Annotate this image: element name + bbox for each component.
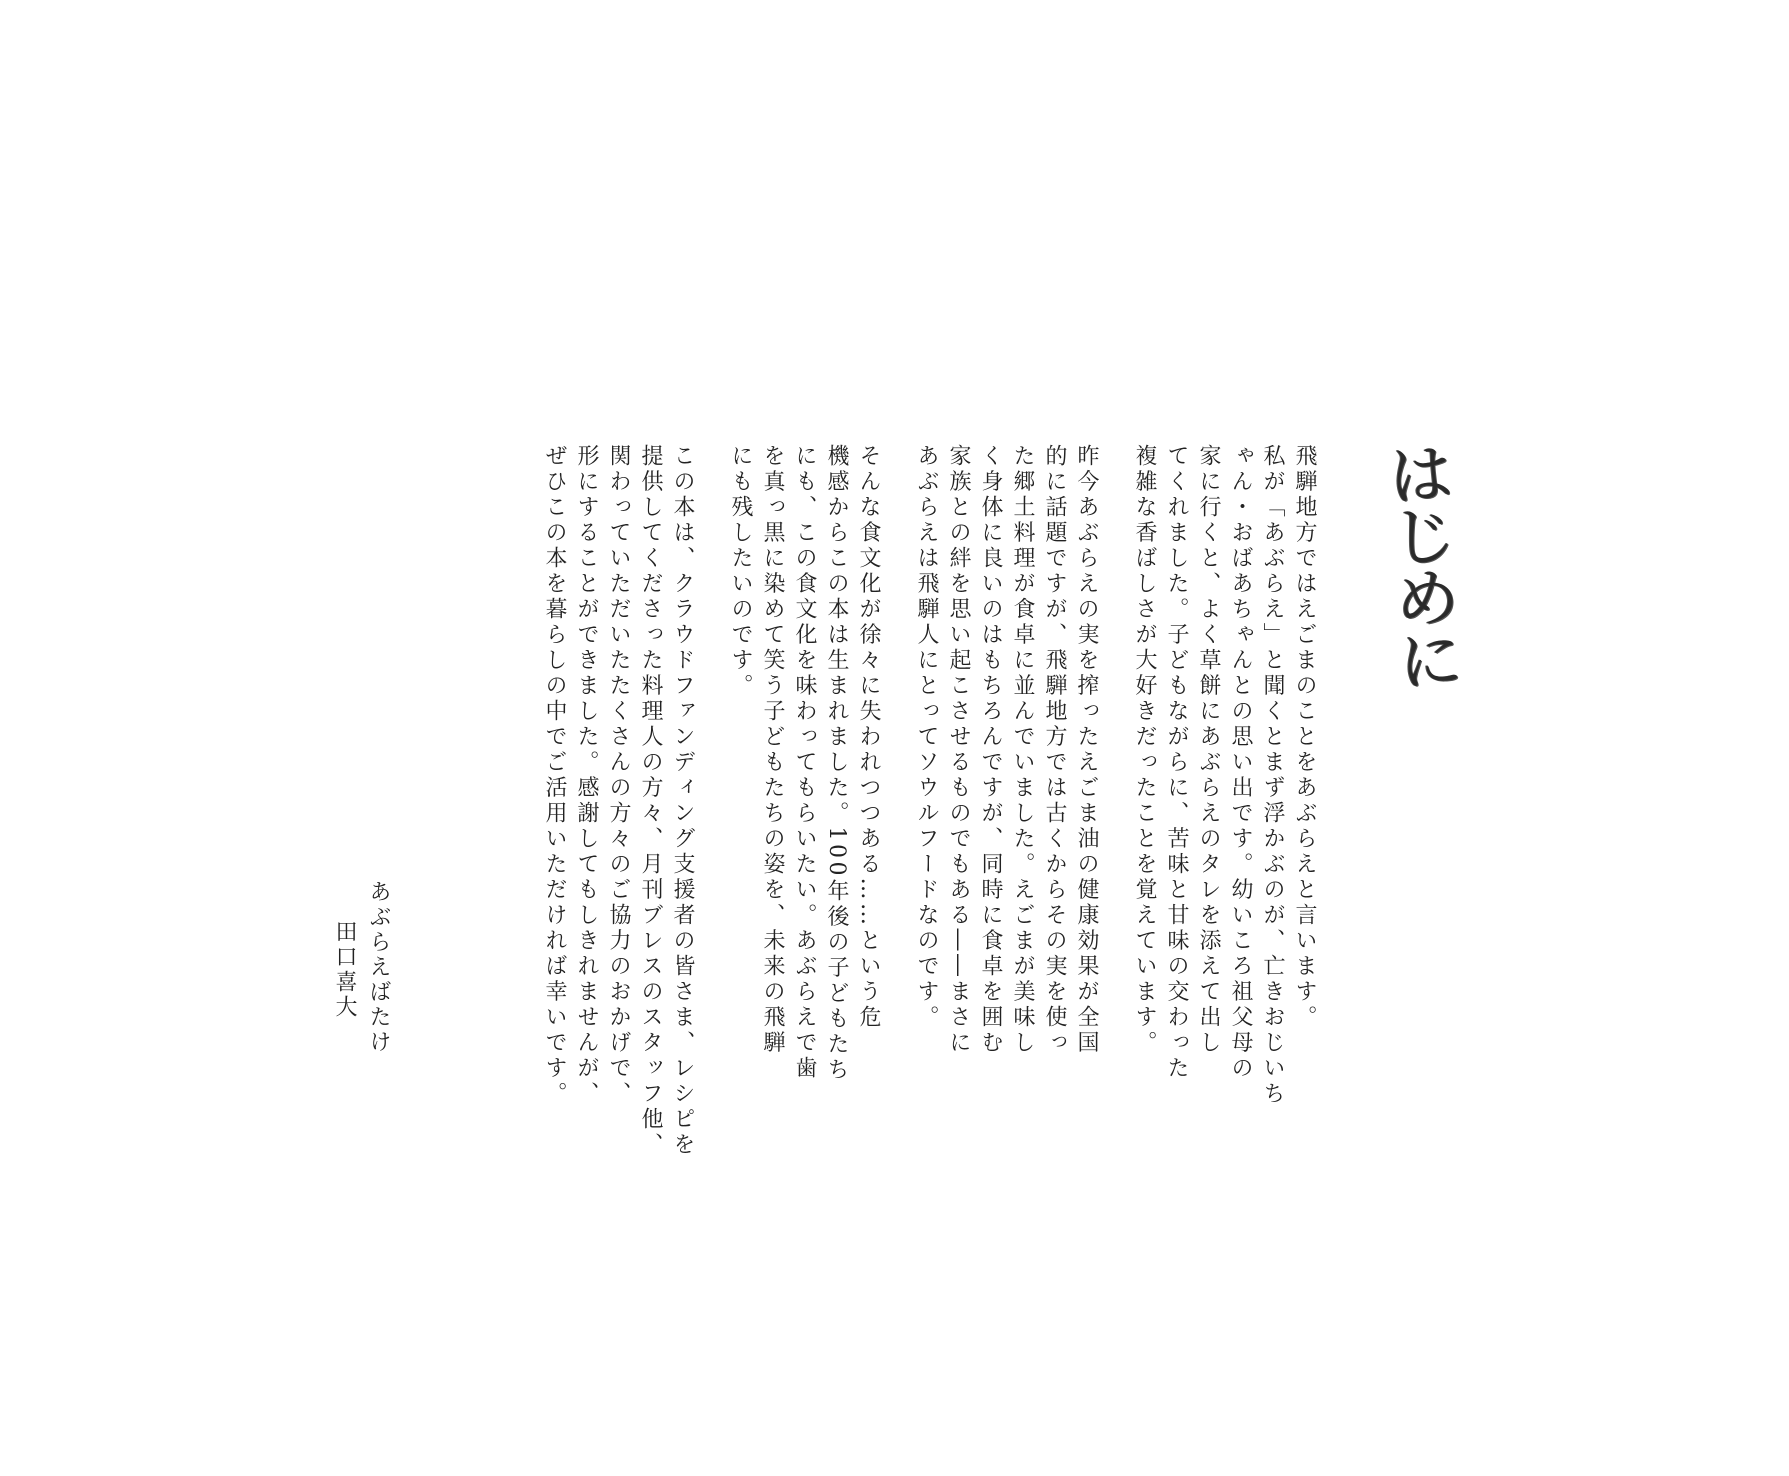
paragraph-line: にも、この食文化を味わってもらいたい。あぶらえで歯 [792, 444, 817, 1082]
paragraph-line: た郷土料理が食卓に並んでいました。えごまが美味し [1010, 444, 1035, 1056]
paragraph-line: 私が「あぶらえ」と聞くとまず浮かぶのが、亡きおじいち [1260, 444, 1285, 1107]
body-text [410, 444, 1320, 1158]
signature-affiliation: あぶらえばたけ [366, 880, 391, 1055]
paragraph-4 [538, 444, 698, 1158]
paragraph-line: 提供してくださった料理人の方々、月刊ブレスのスタッフ他、 [638, 444, 663, 1158]
paragraph-line: この本は、クラウドファンディング支援者の皆さま、レシピを [670, 444, 695, 1158]
paragraph-line: 飛騨地方ではえごまのことをあぶらえと言います。 [1292, 444, 1317, 1031]
paragraph-line: 形にすることができました。感謝してもしきれませんが、 [574, 444, 599, 1107]
paragraph-line: 家族との絆を思い起こさせるものでもある――まさに [946, 444, 971, 1056]
paragraph-line: そんな食文化が徐々に失われつつある……という危 [856, 444, 881, 1031]
paragraph-line: 関わっていただいたたくさんの方々のご協力のおかげで、 [606, 444, 631, 1107]
paragraph-line: 複雑な香ばしさが大好きだったことを覚えています。 [1132, 444, 1157, 1056]
paragraph-line: 昨今あぶらえの実を搾ったえごま油の健康効果が全国 [1074, 444, 1099, 1056]
page-title: はじめに [1374, 438, 1465, 690]
paragraph-line: ゃん・おばあちゃんとの思い出です。幼いころ祖父母の [1228, 444, 1253, 1082]
paragraph-line: ぜひこの本を暮らしの中でご活用いただければ幸いです。 [542, 444, 567, 1107]
paragraph-1 [1128, 444, 1320, 1124]
paragraph-3 [724, 444, 884, 1124]
paragraph-line: 家に行くと、よく草餅にあぶらえのタレを添えて出し [1196, 444, 1221, 1056]
paragraph-2 [910, 444, 1102, 1124]
paragraph-line: を真っ黒に染めて笑う子どもたちの姿を、未来の飛騨 [760, 444, 785, 1056]
paragraph-line: 的に話題ですが、飛騨地方では古くからその実を使っ [1042, 444, 1067, 1056]
paragraph-line: 機感からこの本は生まれました。100年後の子どもたち [824, 444, 849, 1083]
signature-name: 田口喜大 [332, 920, 357, 1020]
signature [325, 880, 395, 1070]
paragraph-line: てくれました。子どもながらに、苦味と甘味の交わった [1164, 444, 1189, 1082]
paragraph-line: にも残したいのです。 [728, 444, 753, 699]
paragraph-line: あぶらえは飛騨人にとってソウルフードなのです。 [914, 444, 939, 1031]
paragraph-line: く身体に良いのはもちろんですが、同時に食卓を囲む [978, 444, 1003, 1056]
